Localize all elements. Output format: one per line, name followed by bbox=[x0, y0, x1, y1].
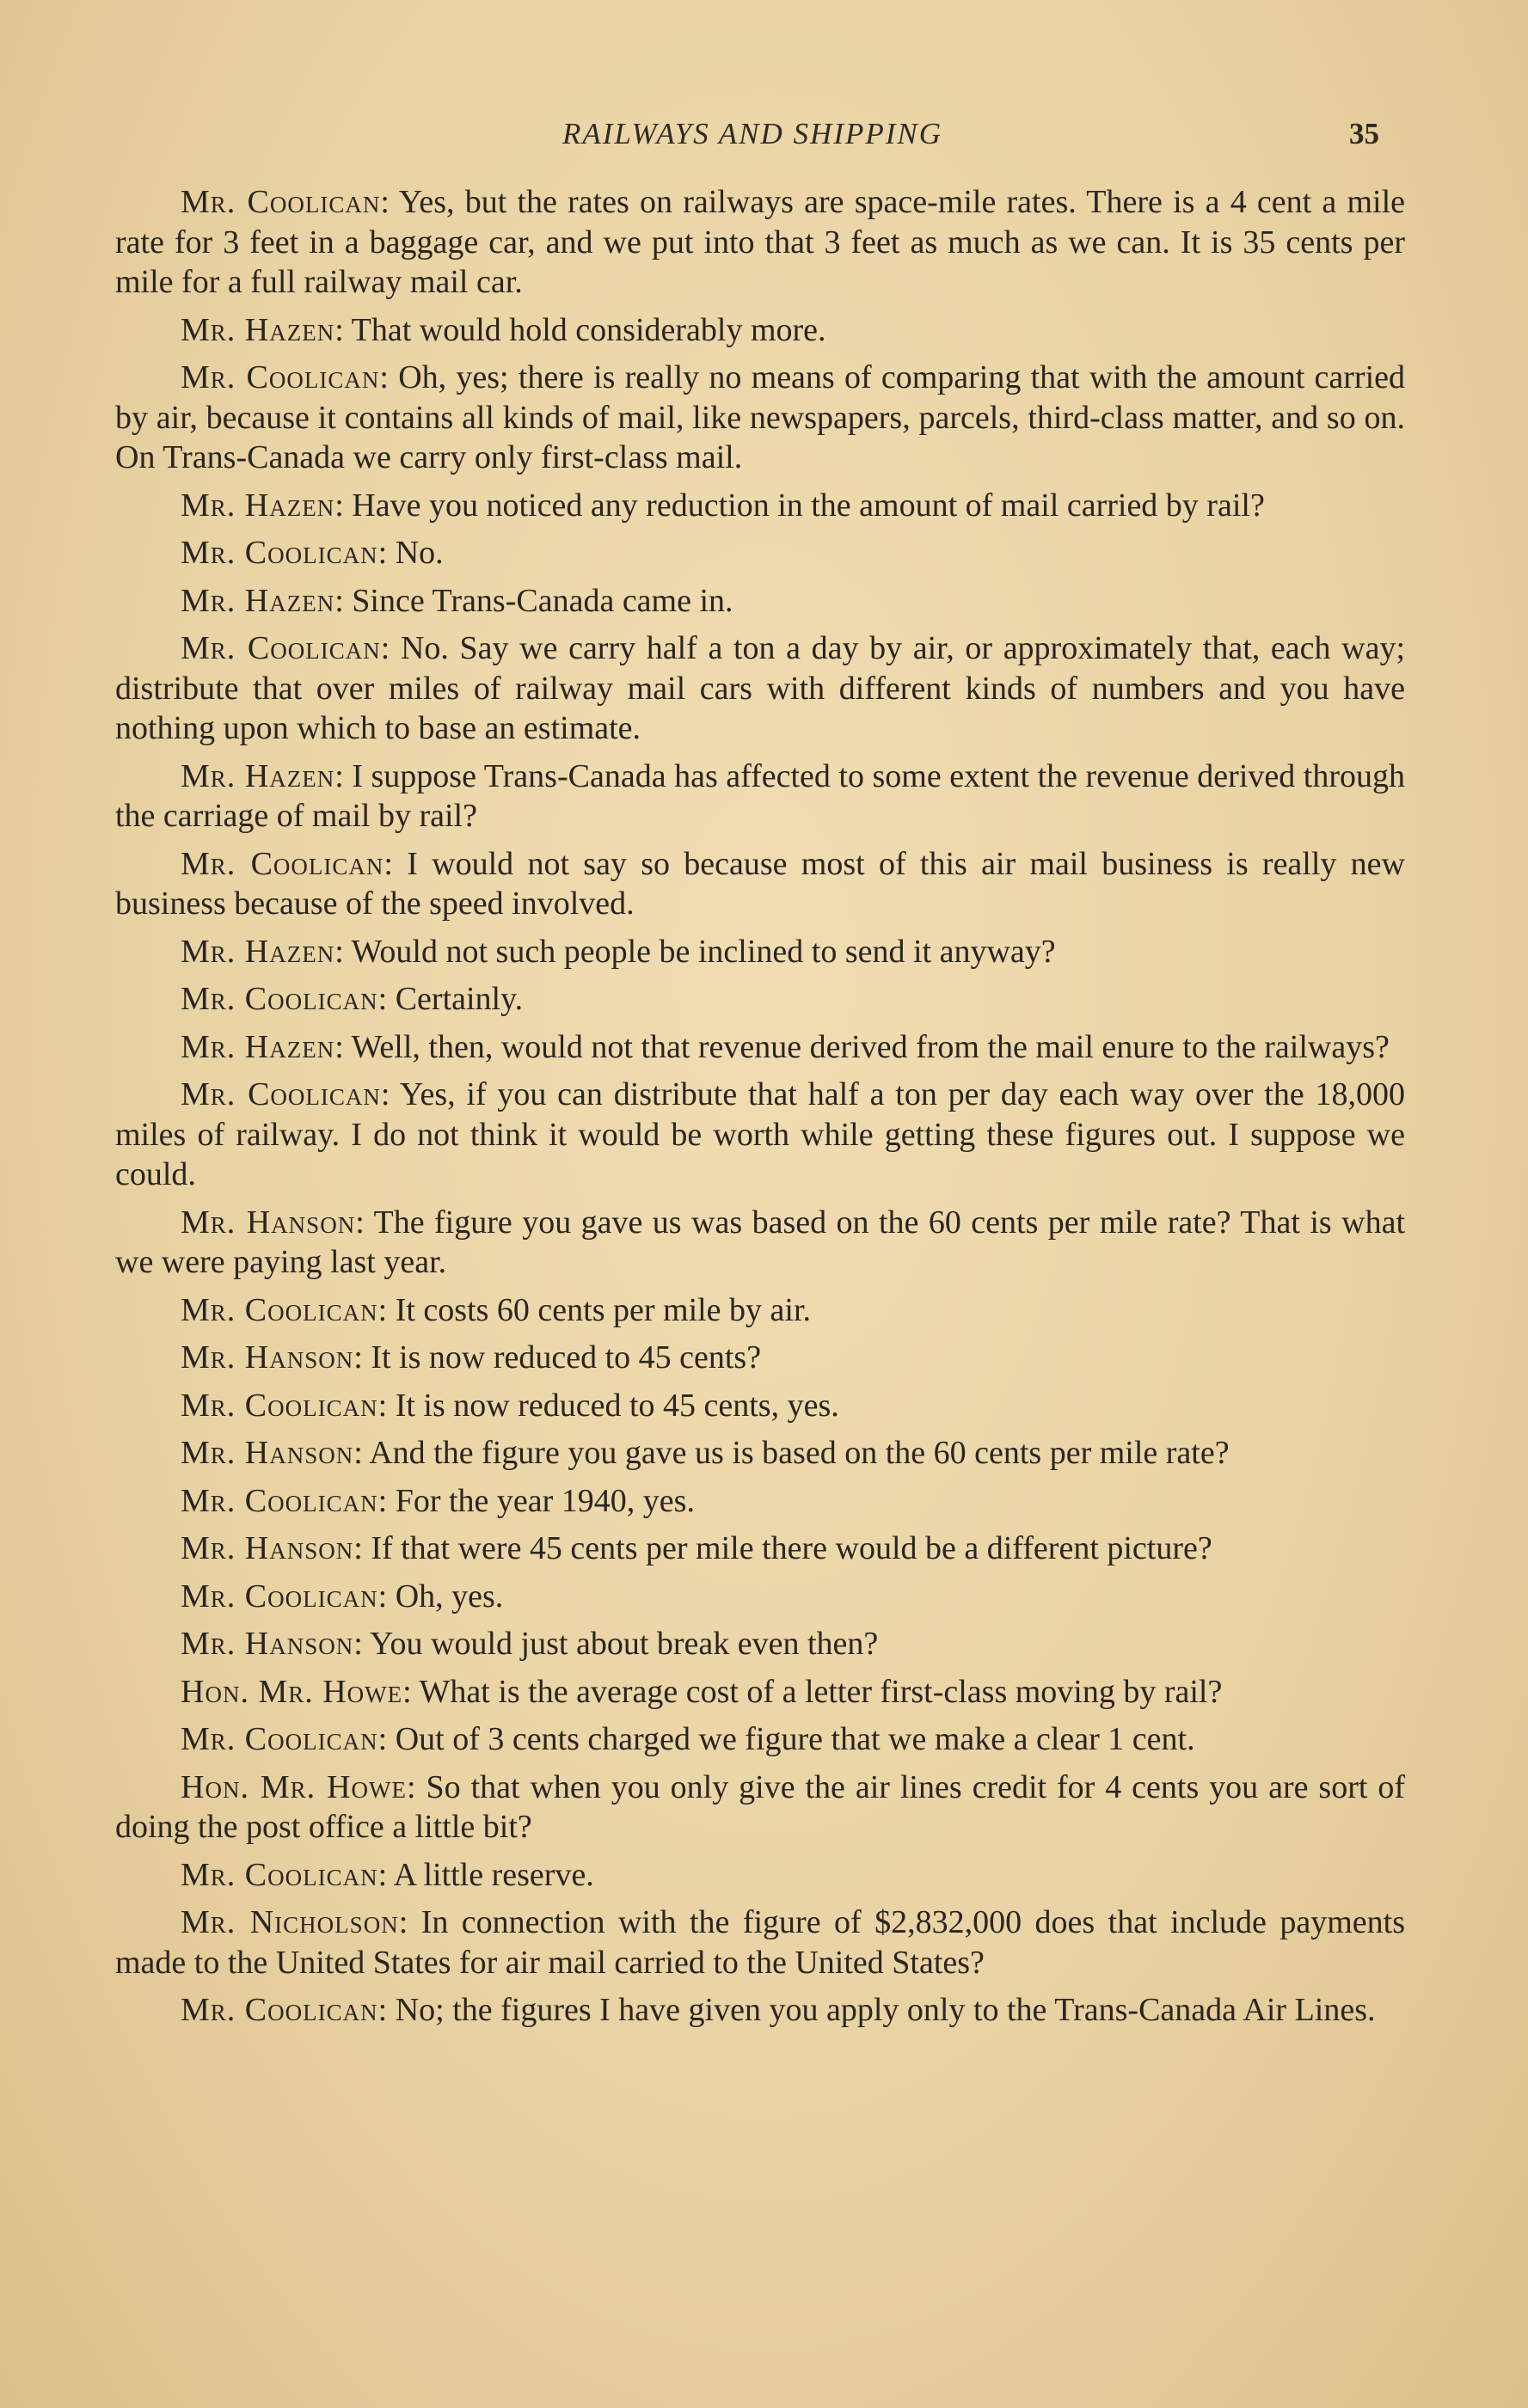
dialogue-paragraph: Mr. Hanson: And the figure you gave us is based on the 60 cents per mile rate? bbox=[181, 1435, 1230, 1471]
speaker-name: Mr. Coolican bbox=[181, 1578, 378, 1615]
speech-text: It is now reduced to 45 cents? bbox=[371, 1339, 762, 1376]
running-head bbox=[112, 117, 1393, 155]
speech-text: If that were 45 cents per mile there would be a different picture? bbox=[371, 1530, 1212, 1566]
speaker-name: Hon. Mr. Howe bbox=[181, 1768, 408, 1805]
speaker-name: Mr. Hanson bbox=[181, 1339, 354, 1376]
speaker-name: Mr. Coolican bbox=[181, 630, 381, 666]
speaker-name: Mr. Coolican bbox=[181, 1721, 378, 1757]
speaker-name: Mr. Hanson bbox=[181, 1626, 354, 1662]
speech-text: What is the average cost of a letter first-class moving by rail? bbox=[419, 1673, 1223, 1710]
speaker-name: Mr. Hazen bbox=[181, 582, 335, 619]
speech-text: Yes, but the rates on railways are space-mile rates. There is a 4 cent a mile rate for 3 feet in a baggage car, and we put into that 3 feet as much as we can. It is 35 cents per mile for a full railway mail car. bbox=[115, 184, 1405, 300]
dialogue-paragraph: Mr. Coolican: No; the figures I have given you apply only to the Trans-Canada Air Lines. bbox=[181, 1992, 1376, 2028]
speech-text: No. Say we carry half a ton a day by air, or approximately that, each way; distribute that over miles of railway mail cars with different kinds of numbers and you have nothing upon which to base an estimate. bbox=[115, 630, 1405, 746]
speaker-name: Mr. Nicholson bbox=[181, 1904, 399, 1940]
dialogue-paragraph: Mr. Hanson: It is now reduced to 45 cents? bbox=[181, 1339, 762, 1376]
dialogue-paragraph: Mr. Coolican: It is now reduced to 45 cents, yes. bbox=[181, 1387, 839, 1424]
speech-text: The figure you gave us was based on the 60 cents per mile rate? That is what we were paying last year. bbox=[115, 1204, 1406, 1280]
dialogue-paragraph: Mr. Coolican: Out of 3 cents charged we figure that we make a clear 1 cent. bbox=[181, 1721, 1195, 1757]
speaker-name: Mr. Coolican bbox=[181, 1482, 378, 1519]
speaker-name: Mr. Coolican bbox=[181, 359, 380, 395]
dialogue-paragraph: Mr. Coolican: Yes, but the rates on railways are space-mile rates. There is a 4 cent a mile rate for 3 feet in a baggage car, and we put into that 3 feet as much as we can. It is 35 cents per mile for a full railway mail car. bbox=[115, 184, 1405, 300]
speech-text: That would hold considerably more. bbox=[351, 311, 826, 348]
speaker-name: Mr. Hazen bbox=[181, 757, 335, 794]
page-number: 35 bbox=[1349, 117, 1379, 150]
dialogue-paragraph: Mr. Coolican: It costs 60 cents per mile by air. bbox=[181, 1291, 812, 1328]
speaker-name: Mr. Hazen bbox=[181, 311, 335, 348]
speaker-name: Hon. Mr. Howe bbox=[181, 1673, 403, 1710]
speech-text: No. bbox=[395, 535, 444, 571]
speech-text: I suppose Trans-Canada has affected to some extent the revenue derived through the carriage of mail by rail? bbox=[115, 757, 1405, 834]
speaker-name: Mr. Hanson bbox=[181, 1204, 356, 1241]
speech-text: Certainly. bbox=[395, 981, 524, 1017]
speaker-name: Mr. Coolican bbox=[181, 1387, 378, 1424]
speaker-name: Mr. Coolican bbox=[181, 845, 384, 882]
dialogue-paragraph: Mr. Coolican: Certainly. bbox=[181, 981, 524, 1017]
speaker-name: Mr. Coolican bbox=[181, 981, 378, 1017]
dialogue-paragraph: Mr. Hazen: Would not such people be inclined to send it anyway? bbox=[181, 933, 1056, 970]
speaker-name: Mr. Coolican bbox=[181, 1076, 381, 1112]
dialogue-paragraph: Mr. Coolican: I would not say so because most of this air mail business is really new business because of the speed involved. bbox=[115, 845, 1405, 922]
dialogue-paragraph: Mr. Hazen: Well, then, would not that revenue derived from the mail enure to the railways? bbox=[181, 1028, 1390, 1065]
speech-text: A little reserve. bbox=[393, 1856, 594, 1893]
speaker-name: Mr. Hazen bbox=[181, 1028, 335, 1065]
speech-text: Have you noticed any reduction in the amount of mail carried by rail? bbox=[352, 487, 1265, 524]
speaker-name: Mr. Hanson bbox=[181, 1435, 354, 1471]
dialogue-paragraph: Mr. Coolican: No. Say we carry half a ton a day by air, or approximately that, each way; distribute that over miles of railway mail cars with different kinds of numbers and you have nothing upon which to base an estimate. bbox=[115, 630, 1405, 746]
dialogue-paragraph: Mr. Coolican: A little reserve. bbox=[181, 1856, 594, 1893]
speaker-name: Mr. Hanson bbox=[181, 1530, 354, 1566]
speech-text: It costs 60 cents per mile by air. bbox=[395, 1291, 812, 1328]
speech-text: Out of 3 cents charged we figure that we make a clear 1 cent. bbox=[395, 1721, 1195, 1757]
dialogue-paragraph: Mr. Hazen: That would hold considerably more. bbox=[181, 311, 826, 348]
dialogue-paragraph: Mr. Coolican: Oh, yes; there is really no means of comparing that with the amount carried by air, because it contains all kinds of mail, like newspapers, parcels, third-class matter, and so on. On Trans-Canada we carry only first-class mail. bbox=[115, 359, 1406, 475]
dialogue-paragraph: Mr. Coolican: For the year 1940, yes. bbox=[181, 1482, 695, 1519]
dialogue-paragraph: Mr. Hanson: If that were 45 cents per mile there would be a different picture? bbox=[181, 1530, 1212, 1566]
speech-text: Well, then, would not that revenue derived from the mail enure to the railways? bbox=[351, 1028, 1390, 1065]
speech-text: I would not say so because most of this air mail business is really new business because of the speed involved. bbox=[115, 845, 1405, 922]
speaker-name: Mr. Coolican bbox=[181, 1291, 378, 1328]
speech-text: It is now reduced to 45 cents, yes. bbox=[395, 1387, 839, 1424]
dialogue-paragraph: Mr. Coolican: Yes, if you can distribute that half a ton per day each way over the 18,000 miles of railway. I do not think it would be worth while getting these figures out. I suppose we could. bbox=[115, 1076, 1405, 1192]
speech-text: And the figure you gave us is based on the 60 cents per mile rate? bbox=[369, 1435, 1230, 1471]
speaker-name: Mr. Coolican bbox=[181, 1992, 378, 2028]
dialogue-paragraph: Mr. Hazen: Since Trans-Canada came in. bbox=[181, 582, 733, 619]
dialogue-paragraph: Mr. Hanson: You would just about break even then? bbox=[181, 1626, 879, 1662]
speech-text: No; the figures I have given you apply only to the Trans-Canada Air Lines. bbox=[395, 1992, 1376, 2028]
speech-text: Oh, yes. bbox=[395, 1578, 504, 1615]
speaker-name: Mr. Coolican bbox=[181, 184, 381, 220]
speaker-name: Mr. Hazen bbox=[181, 933, 335, 970]
speech-text: For the year 1940, yes. bbox=[395, 1482, 695, 1519]
running-title: RAILWAYS AND SHIPPING bbox=[561, 117, 943, 150]
speech-text: Since Trans-Canada came in. bbox=[352, 582, 733, 619]
speech-text: Would not such people be inclined to send it anyway? bbox=[351, 933, 1056, 970]
speaker-name: Mr. Hazen bbox=[181, 487, 335, 524]
speaker-name: Mr. Coolican bbox=[181, 535, 378, 571]
dialogue-paragraph: Mr. Hazen: I suppose Trans-Canada has affected to some extent the revenue derived through the carriage of mail by rail? bbox=[115, 757, 1405, 834]
speech-text: Oh, yes; there is really no means of comparing that with the amount carried by air, because it contains all kinds of mail, like newspapers, parcels, third-class matter, and so on. On Trans-Canada we carry only first-class mail. bbox=[115, 359, 1406, 475]
dialogue-paragraph: Mr. Hazen: Have you noticed any reduction in the amount of mail carried by rail? bbox=[181, 487, 1265, 524]
dialogue-paragraph: Hon. Mr. Howe: So that when you only give the air lines credit for 4 cents you are sort of doing the post office a little bit? bbox=[115, 1768, 1406, 1845]
speech-text: Yes, if you can distribute that half a ton per day each way over the 18,000 miles of railway. I do not think it would be worth while getting these figures out. I suppose we could. bbox=[115, 1076, 1405, 1192]
speech-text: In connection with the figure of $2,832,000 does that include payments made to the United States for air mail carried to the United States? bbox=[115, 1904, 1405, 1981]
speech-text: You would just about break even then? bbox=[369, 1626, 879, 1662]
dialogue-paragraph: Mr. Coolican: Oh, yes. bbox=[181, 1578, 504, 1615]
dialogue-paragraph: Mr. Nicholson: In connection with the figure of $2,832,000 does that include payments made to the United States for air mail carried to the United States? bbox=[115, 1904, 1405, 1981]
dialogue-paragraph: Mr. Hanson: The figure you gave us was based on the 60 cents per mile rate? That is what we were paying last year. bbox=[115, 1204, 1406, 1280]
speech-text: So that when you only give the air lines credit for 4 cents you are sort of doing the post office a little bit? bbox=[115, 1768, 1406, 1845]
speaker-name: Mr. Coolican bbox=[181, 1856, 378, 1893]
transcript-body bbox=[115, 182, 1405, 2038]
dialogue-paragraph: Mr. Coolican: No. bbox=[181, 535, 444, 571]
dialogue-paragraph: Hon. Mr. Howe: What is the average cost of a letter first-class moving by rail? bbox=[181, 1673, 1223, 1710]
